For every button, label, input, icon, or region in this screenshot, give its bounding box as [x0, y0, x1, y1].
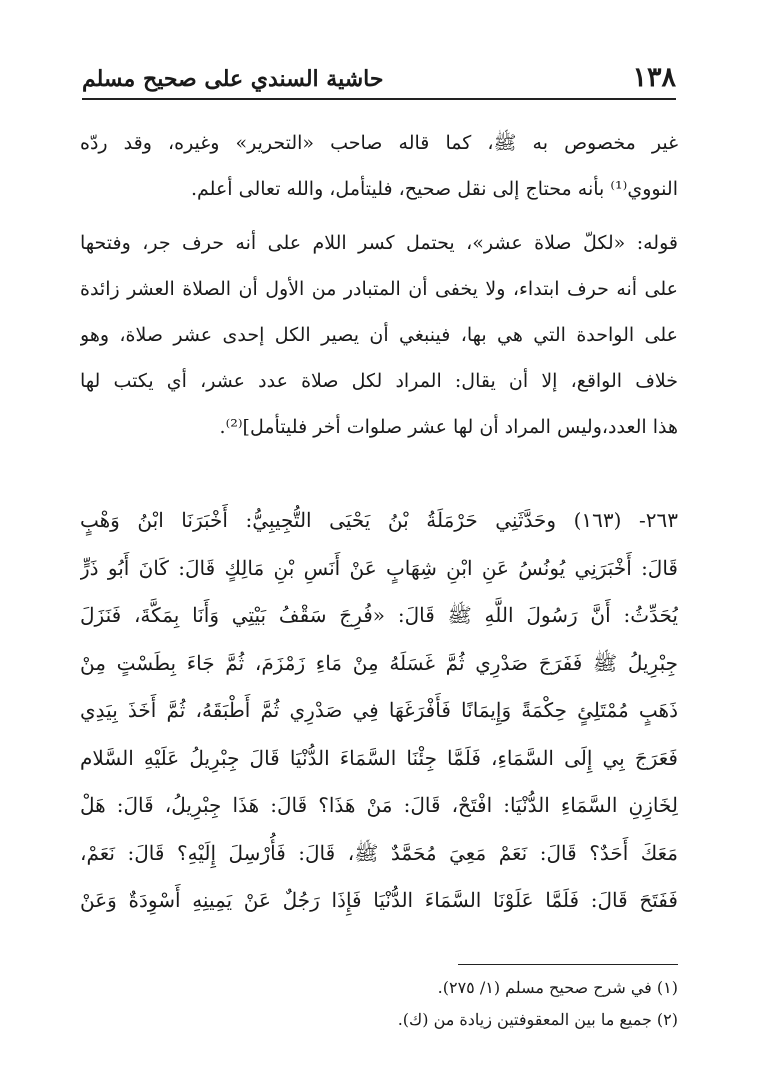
page-number: ١٣٨ — [632, 62, 676, 93]
commentary-paragraph-1 — [80, 120, 678, 212]
text-line: قوله: «لكلّ صلاة عشر»، يحتمل كسر اللام على أنه حرف جر، وفتحها — [80, 232, 678, 254]
hadith-line: فَفَتَحَ قَالَ: فَلَمَّا عَلَوْنَا السَّمَاءَ الدُّنْيَا فَإِذَا رَجُلٌ عَنْ يَمِينِهِ أَسْوِدَةٌ وَعَنْ — [80, 888, 678, 912]
hadith-line: جِبْرِيلُ ﷺ فَفَرَجَ صَدْرِي ثُمَّ غَسَلَهُ مِنْ مَاءِ زَمْزَمَ، ثُمَّ جَاءَ بِطَسْتٍ مِنْ — [80, 650, 678, 675]
hadith-line: ذَهَبٍ مُمْتَلِئٍ حِكْمَةً وَإِيمَانًا فَأَفْرَغَهَا فِي صَدْرِي ثُمَّ أَطْبَقَهُ، ثُمَّ أَخَذَ بِيَدِي — [80, 698, 678, 722]
footnote-2: (٢) جميع ما بين المعقوفتين زيادة من (ك). — [397, 1010, 678, 1029]
running-header — [82, 62, 676, 100]
running-title: حاشية السندي على صحيح مسلم — [82, 66, 384, 92]
commentary-paragraph-2 — [80, 220, 678, 450]
hadith-line: يُحَدِّثُ: أَنَّ رَسُولَ اللَّهِ ﷺ قَالَ: «فُرِجَ سَقْفُ بَيْتِي وَأَنَا بِمَكَّةَ، فَنَزَلَ — [80, 603, 678, 627]
text-line: خلاف الواقع، إلا أن يقال: المراد لكل صلاة عدد عشر، أي يكتب لها — [80, 370, 678, 392]
text-line: هذا العدد،وليس المراد أن لها عشر صلوات أخر فليتأمل]⁽²⁾. — [219, 416, 678, 438]
hadith-line: مَعَكَ أَحَدٌ؟ قَالَ: نَعَمْ مَعِيَ مُحَمَّدٌ ﷺ، قَالَ: فَأُرْسِلَ إِلَيْهِ؟ قَالَ: نَعَمْ، — [80, 840, 678, 865]
footnote-1: (١) في شرح صحيح مسلم (١/ ٢٧٥). — [437, 978, 678, 997]
hadith-text — [80, 497, 678, 925]
text-line: على الواحدة التي هي بها، فينبغي أن يصير الكل إحدى عشر صلاة، وهو — [80, 324, 678, 346]
hadith-line: لِخَازِنِ السَّمَاءِ الدُّنْيَا: افْتَحْ، قَالَ: مَنْ هَذَا؟ قَالَ: هَذَا جِبْرِيلُ، قَالَ: هَلْ — [80, 793, 678, 817]
hadith-line: فَعَرَجَ بِي إِلَى السَّمَاءِ، فَلَمَّا جِئْنَا السَّمَاءَ الدُّنْيَا قَالَ جِبْرِيلُ عَلَيْهِ السَّلام — [80, 745, 678, 770]
hadith-line: قَالَ: أَخْبَرَنِي يُونُسُ عَنِ ابْنِ شِهَابٍ عَنْ أَنَسِ بْنِ مَالِكٍ قَالَ: كَانَ أَبُو ذَرٍّ — [80, 555, 678, 580]
text-line: النووي⁽¹⁾ بأنه محتاج إلى نقل صحيح، فليتأمل، والله تعالى أعلم. — [191, 178, 678, 200]
footnote-divider — [458, 964, 678, 965]
hadith-line: ٢٦٣- (١٦٣) وحَدَّثَنِي حَرْمَلَةُ بْنُ يَحْيَى التُّجِيبِيُّ: أَخْبَرَنَا ابْنُ وَهْبٍ — [80, 508, 678, 532]
text-line: غير مخصوص به ﷺ، كما قاله صاحب «التحرير» وغيره، وقد ردّه — [80, 132, 678, 154]
text-line: على أنه حرف ابتداء، ولا يخفى أن المتبادر من الأول أن الصلاة العشر زائدة — [80, 278, 678, 300]
footnotes — [80, 972, 678, 1036]
